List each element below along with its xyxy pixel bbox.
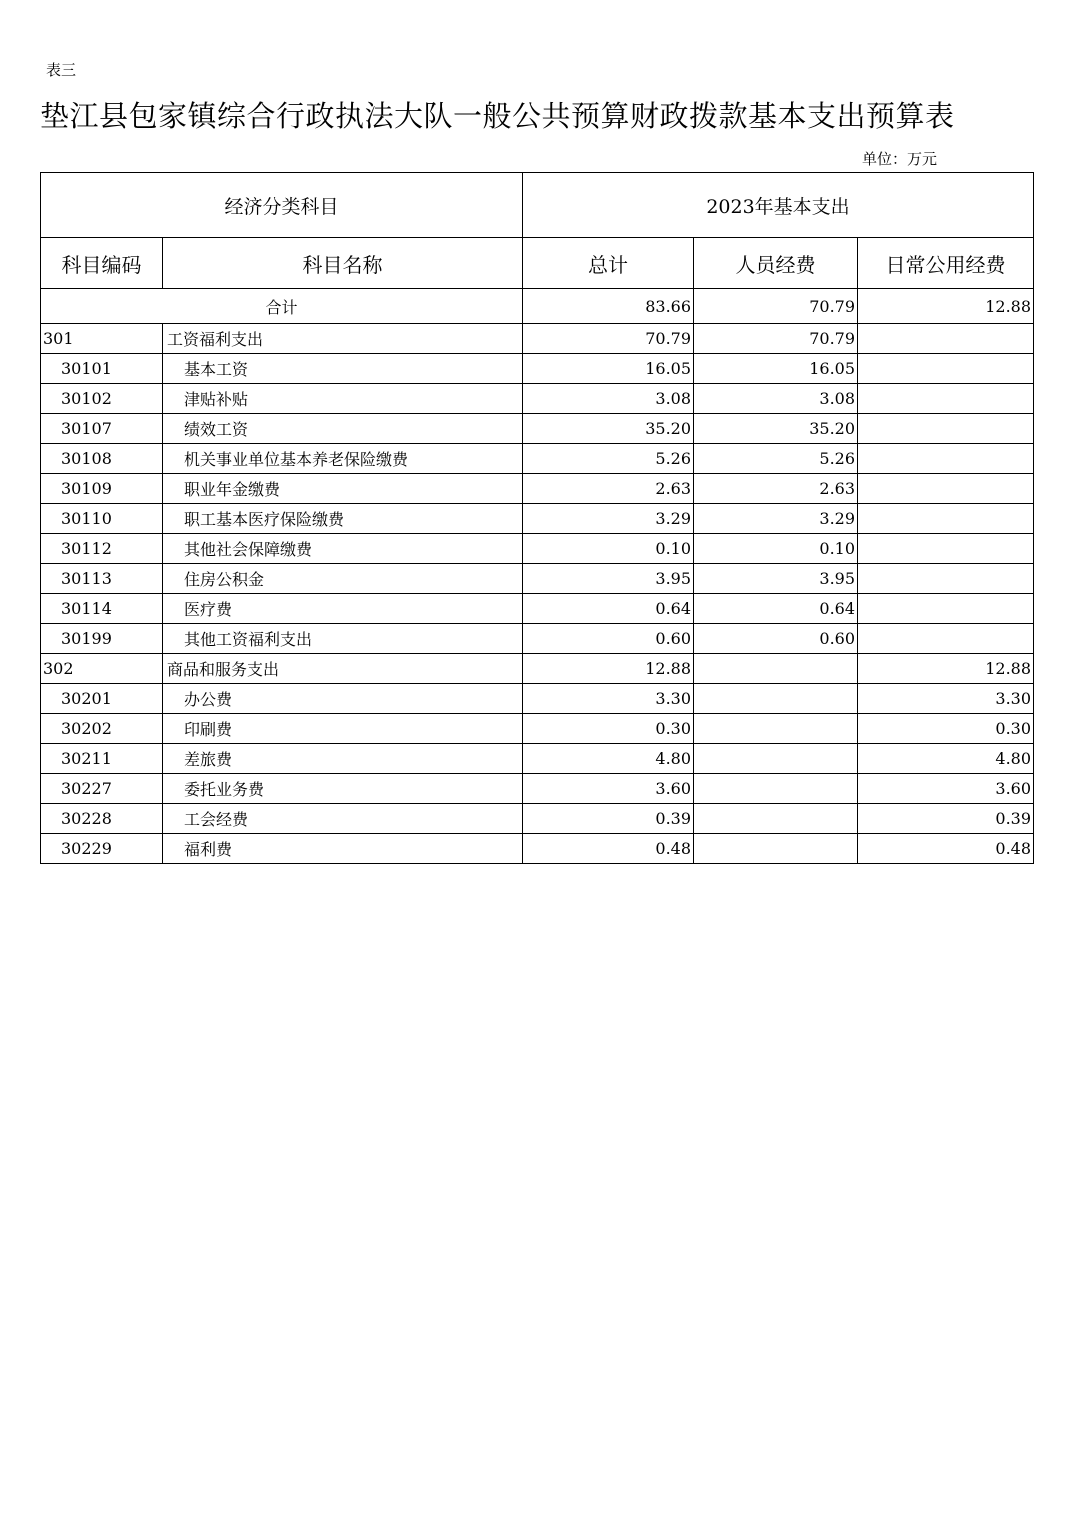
row-total-cell: 0.60 [523,624,694,654]
row-code-cell: 301 [41,324,163,354]
row-code-cell: 30199 [41,624,163,654]
total-cell-public: 12.88 [858,289,1034,324]
row-personnel-cell: 5.26 [694,444,858,474]
row-name-cell: 基本工资 [163,354,523,384]
table-row [41,384,1034,414]
row-personnel-cell: 35.20 [694,414,858,444]
row-name-cell: 福利费 [163,834,523,864]
row-total-cell: 0.64 [523,594,694,624]
column-header-code: 科目编码 [41,238,163,289]
row-public-cell: 3.30 [858,684,1034,714]
row-personnel-cell: 0.60 [694,624,858,654]
row-public-cell [858,594,1034,624]
row-personnel-cell: 3.95 [694,564,858,594]
row-personnel-cell [694,654,858,684]
table-row [41,504,1034,534]
row-public-cell [858,444,1034,474]
row-code-cell: 30113 [41,564,163,594]
row-personnel-cell [694,774,858,804]
row-name-cell: 办公费 [163,684,523,714]
column-header-row [41,238,1034,289]
row-code-cell: 302 [41,654,163,684]
row-total-cell: 3.29 [523,504,694,534]
table-row [41,534,1034,564]
row-name-cell: 职工基本医疗保险缴费 [163,504,523,534]
row-total-cell: 12.88 [523,654,694,684]
row-public-cell [858,504,1034,534]
row-personnel-cell: 70.79 [694,324,858,354]
row-public-cell: 0.39 [858,804,1034,834]
row-public-cell [858,624,1034,654]
table-row [41,654,1034,684]
total-label: 合计 [41,289,523,324]
row-personnel-cell: 0.64 [694,594,858,624]
row-public-cell [858,474,1034,504]
column-header-name: 科目名称 [163,238,523,289]
row-public-cell [858,384,1034,414]
table-row [41,324,1034,354]
table-row [41,444,1034,474]
row-public-cell: 12.88 [858,654,1034,684]
row-total-cell: 4.80 [523,744,694,774]
row-name-cell: 委托业务费 [163,774,523,804]
table-number-label: 表三 [46,61,77,79]
group-header-row [41,173,1034,238]
row-personnel-cell [694,714,858,744]
column-header-public: 日常公用经费 [858,238,1034,289]
budget-table [40,172,1034,864]
table-row [41,684,1034,714]
row-code-cell: 30102 [41,384,163,414]
row-code-cell: 30202 [41,714,163,744]
row-public-cell [858,414,1034,444]
column-header-total: 总计 [523,238,694,289]
row-name-cell: 工会经费 [163,804,523,834]
row-public-cell [858,564,1034,594]
row-name-cell: 机关事业单位基本养老保险缴费 [163,444,523,474]
table-row [41,354,1034,384]
row-public-cell: 3.60 [858,774,1034,804]
row-code-cell: 30114 [41,594,163,624]
row-code-cell: 30227 [41,774,163,804]
row-public-cell: 4.80 [858,744,1034,774]
row-code-cell: 30228 [41,804,163,834]
row-total-cell: 5.26 [523,444,694,474]
row-total-cell: 3.60 [523,774,694,804]
table-row [41,834,1034,864]
row-total-cell: 0.10 [523,534,694,564]
row-personnel-cell: 3.08 [694,384,858,414]
row-code-cell: 30211 [41,744,163,774]
row-personnel-cell [694,834,858,864]
row-public-cell: 0.30 [858,714,1034,744]
table-row [41,594,1034,624]
row-total-cell: 70.79 [523,324,694,354]
row-total-cell: 2.63 [523,474,694,504]
row-code-cell: 30101 [41,354,163,384]
row-total-cell: 3.08 [523,384,694,414]
row-total-cell: 3.30 [523,684,694,714]
table-row [41,714,1034,744]
row-name-cell: 工资福利支出 [163,324,523,354]
row-total-cell: 16.05 [523,354,694,384]
row-name-cell: 其他工资福利支出 [163,624,523,654]
economic-classification-header: 经济分类科目 [41,173,523,238]
table-row [41,744,1034,774]
row-code-cell: 30201 [41,684,163,714]
row-total-cell: 0.39 [523,804,694,834]
row-personnel-cell: 2.63 [694,474,858,504]
total-cell-personnel: 70.79 [694,289,858,324]
row-code-cell: 30108 [41,444,163,474]
basic-expenditure-header: 2023年基本支出 [523,173,1034,238]
row-code-cell: 30107 [41,414,163,444]
table-row [41,774,1034,804]
row-code-cell: 30110 [41,504,163,534]
total-cell-total: 83.66 [523,289,694,324]
row-total-cell: 0.48 [523,834,694,864]
row-name-cell: 职业年金缴费 [163,474,523,504]
row-total-cell: 3.95 [523,564,694,594]
total-row [41,289,1034,324]
row-personnel-cell: 0.10 [694,534,858,564]
row-total-cell: 35.20 [523,414,694,444]
table-row [41,804,1034,834]
table-row [41,624,1034,654]
row-name-cell: 差旅费 [163,744,523,774]
row-personnel-cell: 3.29 [694,504,858,534]
table-row [41,414,1034,444]
row-personnel-cell: 16.05 [694,354,858,384]
row-total-cell: 0.30 [523,714,694,744]
table-row [41,564,1034,594]
row-code-cell: 30229 [41,834,163,864]
row-name-cell: 住房公积金 [163,564,523,594]
row-public-cell: 0.48 [858,834,1034,864]
row-public-cell [858,324,1034,354]
table-row [41,474,1034,504]
row-name-cell: 印刷费 [163,714,523,744]
row-public-cell [858,534,1034,564]
row-personnel-cell [694,744,858,774]
row-name-cell: 绩效工资 [163,414,523,444]
row-personnel-cell [694,684,858,714]
row-public-cell [858,354,1034,384]
row-code-cell: 30109 [41,474,163,504]
document-title: 垫江县包家镇综合行政执法大队一般公共预算财政拨款基本支出预算表 [40,99,955,133]
row-name-cell: 医疗费 [163,594,523,624]
unit-label: 单位：万元 [862,150,938,168]
row-name-cell: 津贴补贴 [163,384,523,414]
row-name-cell: 商品和服务支出 [163,654,523,684]
column-header-personnel: 人员经费 [694,238,858,289]
row-name-cell: 其他社会保障缴费 [163,534,523,564]
row-code-cell: 30112 [41,534,163,564]
row-personnel-cell [694,804,858,834]
